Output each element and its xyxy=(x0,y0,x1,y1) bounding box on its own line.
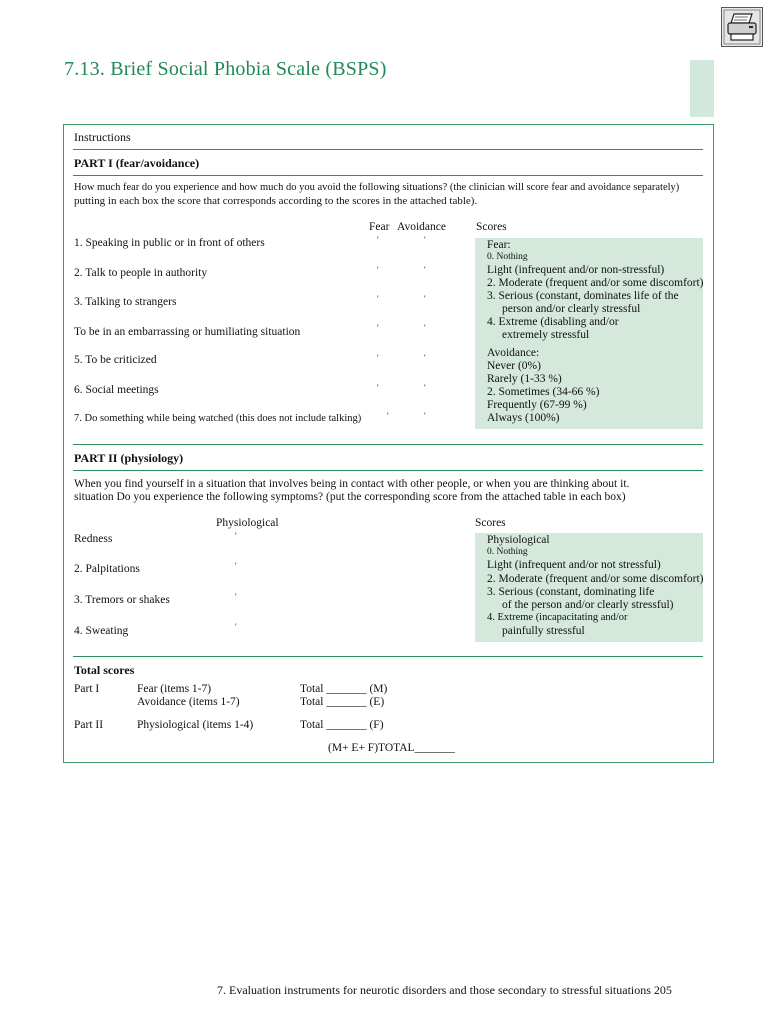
fear-scale-line: 2. Moderate (frequent and/or some discomfort) xyxy=(487,277,704,289)
totals-item-label: Fear (items 1-7) xyxy=(137,683,212,695)
part2-question-line1: When you find yourself in a situation that involves being in contact with other people, or when you are thinking about it. xyxy=(74,478,630,490)
fear-entry-box[interactable]: ' xyxy=(377,235,379,245)
part1-heading: PART I (fear/avoidance) xyxy=(74,156,200,170)
part2-heading: PART II (physiology) xyxy=(74,451,184,465)
avoidance-entry-box[interactable]: ' xyxy=(424,265,426,275)
avoidance-scale-heading: Avoidance: xyxy=(487,347,540,359)
side-tab-marker xyxy=(690,60,714,117)
divider xyxy=(73,470,703,471)
physiological-scale-line: of the person and/or clearly stressful) xyxy=(502,599,674,611)
col-fear-header: Fear xyxy=(369,221,390,233)
divider xyxy=(73,656,703,657)
part2-item: 2. Palpitations xyxy=(74,563,140,575)
part2-item: 3. Tremors or shakes xyxy=(74,594,170,606)
fear-entry-box[interactable]: ' xyxy=(387,411,389,421)
avoidance-entry-box[interactable]: ' xyxy=(424,235,426,245)
page-title: 7.13. Brief Social Phobia Scale (BSPS) xyxy=(64,58,387,80)
part1-item: 7. Do something while being watched (this does not include talking) xyxy=(74,413,362,424)
col-scores-header: Scores xyxy=(476,221,507,233)
col-physiological-header: Physiological xyxy=(216,517,279,529)
part1-item: 2. Talk to people in authority xyxy=(74,267,208,279)
physiological-entry-box[interactable]: ' xyxy=(235,592,237,602)
totals-heading: Total scores xyxy=(74,663,135,677)
physiological-entry-box[interactable]: ' xyxy=(235,622,237,632)
physiological-scale-line: 3. Serious (constant, dominating life xyxy=(487,586,655,598)
divider xyxy=(73,444,703,445)
fear-entry-box[interactable]: ' xyxy=(377,353,379,363)
avoidance-scale-line: Always (100%) xyxy=(487,412,560,424)
print-button[interactable] xyxy=(721,7,763,47)
divider xyxy=(73,175,703,176)
fear-entry-box[interactable]: ' xyxy=(377,323,379,333)
fear-entry-box[interactable]: ' xyxy=(377,383,379,393)
divider xyxy=(73,149,703,150)
physiological-entry-box[interactable]: ' xyxy=(235,531,237,541)
fear-entry-box[interactable]: ' xyxy=(377,294,379,304)
totals-item-label: Physiological (items 1-4) xyxy=(137,719,254,731)
fear-scale-heading: Fear: xyxy=(487,239,511,251)
part2-item: Redness xyxy=(74,533,113,545)
part2-item: 4. Sweating xyxy=(74,625,129,637)
physiological-scale-heading: Physiological xyxy=(487,534,550,546)
grand-total-field[interactable] xyxy=(328,742,455,754)
totals-item-label: Avoidance (items 1-7) xyxy=(137,696,240,708)
avoidance-entry-box[interactable]: ' xyxy=(424,353,426,363)
avoidance-entry-box[interactable]: ' xyxy=(424,383,426,393)
physiological-scale-line: 4. Extreme (incapacitating and/or xyxy=(487,612,628,623)
total-avoidance-field[interactable]: Total _______ (E) xyxy=(300,696,385,708)
part1-question-line1: How much fear do you experience and how much do you avoid the following situations? (the clinician will score fear and avoidance separately) xyxy=(74,182,680,193)
avoidance-scale-line: Frequently (67-99 %) xyxy=(487,399,587,411)
part1-item: 3. Talking to strangers xyxy=(74,296,177,308)
totals-part-label: Part I xyxy=(74,683,100,695)
grand-total-blank: _______ xyxy=(414,742,455,754)
physiological-entry-box[interactable]: ' xyxy=(235,561,237,571)
physiological-scale-line: 0. Nothing xyxy=(487,547,528,557)
page-footer: 7. Evaluation instruments for neurotic disorders and those secondary to stressful situations 205 xyxy=(217,983,672,997)
total-physiological-field[interactable]: Total _______ (F) xyxy=(300,719,384,731)
physiological-scale-line: painfully stressful xyxy=(502,625,585,637)
col-avoidance-header: Avoidance xyxy=(397,221,446,233)
fear-scale-line: 0. Nothing xyxy=(487,252,528,262)
avoidance-scale-line: Never (0%) xyxy=(487,360,541,372)
avoidance-entry-box[interactable]: ' xyxy=(424,294,426,304)
instructions-label: Instructions xyxy=(74,130,131,144)
part2-question-line2: situation Do you experience the following symptoms? (put the corresponding score from the attached table in each box) xyxy=(74,491,626,503)
total-fear-field[interactable]: Total _______ (M) xyxy=(300,683,388,695)
part1-item: 5. To be criticized xyxy=(74,354,157,366)
fear-scale-line: extremely stressful xyxy=(502,329,590,341)
col-scores-header: Scores xyxy=(475,517,506,529)
part1-question-line2: putting in each box the score that corresponds according to the scores in the attached table). xyxy=(74,195,478,207)
fear-scale-line: 3. Serious (constant, dominates life of the xyxy=(487,290,679,302)
avoidance-entry-box[interactable]: ' xyxy=(424,411,426,421)
avoidance-scale-line: 2. Sometimes (34-66 %) xyxy=(487,386,600,398)
fear-entry-box[interactable]: ' xyxy=(377,265,379,275)
fear-scale-line: Light (infrequent and/or non-stressful) xyxy=(487,264,665,276)
physiological-scale-line: Light (infrequent and/or not stressful) xyxy=(487,559,661,571)
part1-item: 1. Speaking in public or in front of others xyxy=(74,237,265,249)
avoidance-scale-line: Rarely (1-33 %) xyxy=(487,373,562,385)
part1-item: 6. Social meetings xyxy=(74,384,159,396)
fear-scale-line: 4. Extreme (disabling and/or xyxy=(487,316,619,328)
grand-total-label: (M+ E+ F)TOTAL xyxy=(328,742,415,754)
part1-item: To be in an embarrassing or humiliating situation xyxy=(74,326,301,338)
physiological-scale-line: 2. Moderate (frequent and/or some discomfort) xyxy=(487,573,704,585)
avoidance-entry-box[interactable]: ' xyxy=(424,323,426,333)
printer-icon xyxy=(722,8,762,46)
fear-scale-line: person and/or clearly stressful xyxy=(502,303,641,315)
totals-part-label: Part II xyxy=(74,719,104,731)
